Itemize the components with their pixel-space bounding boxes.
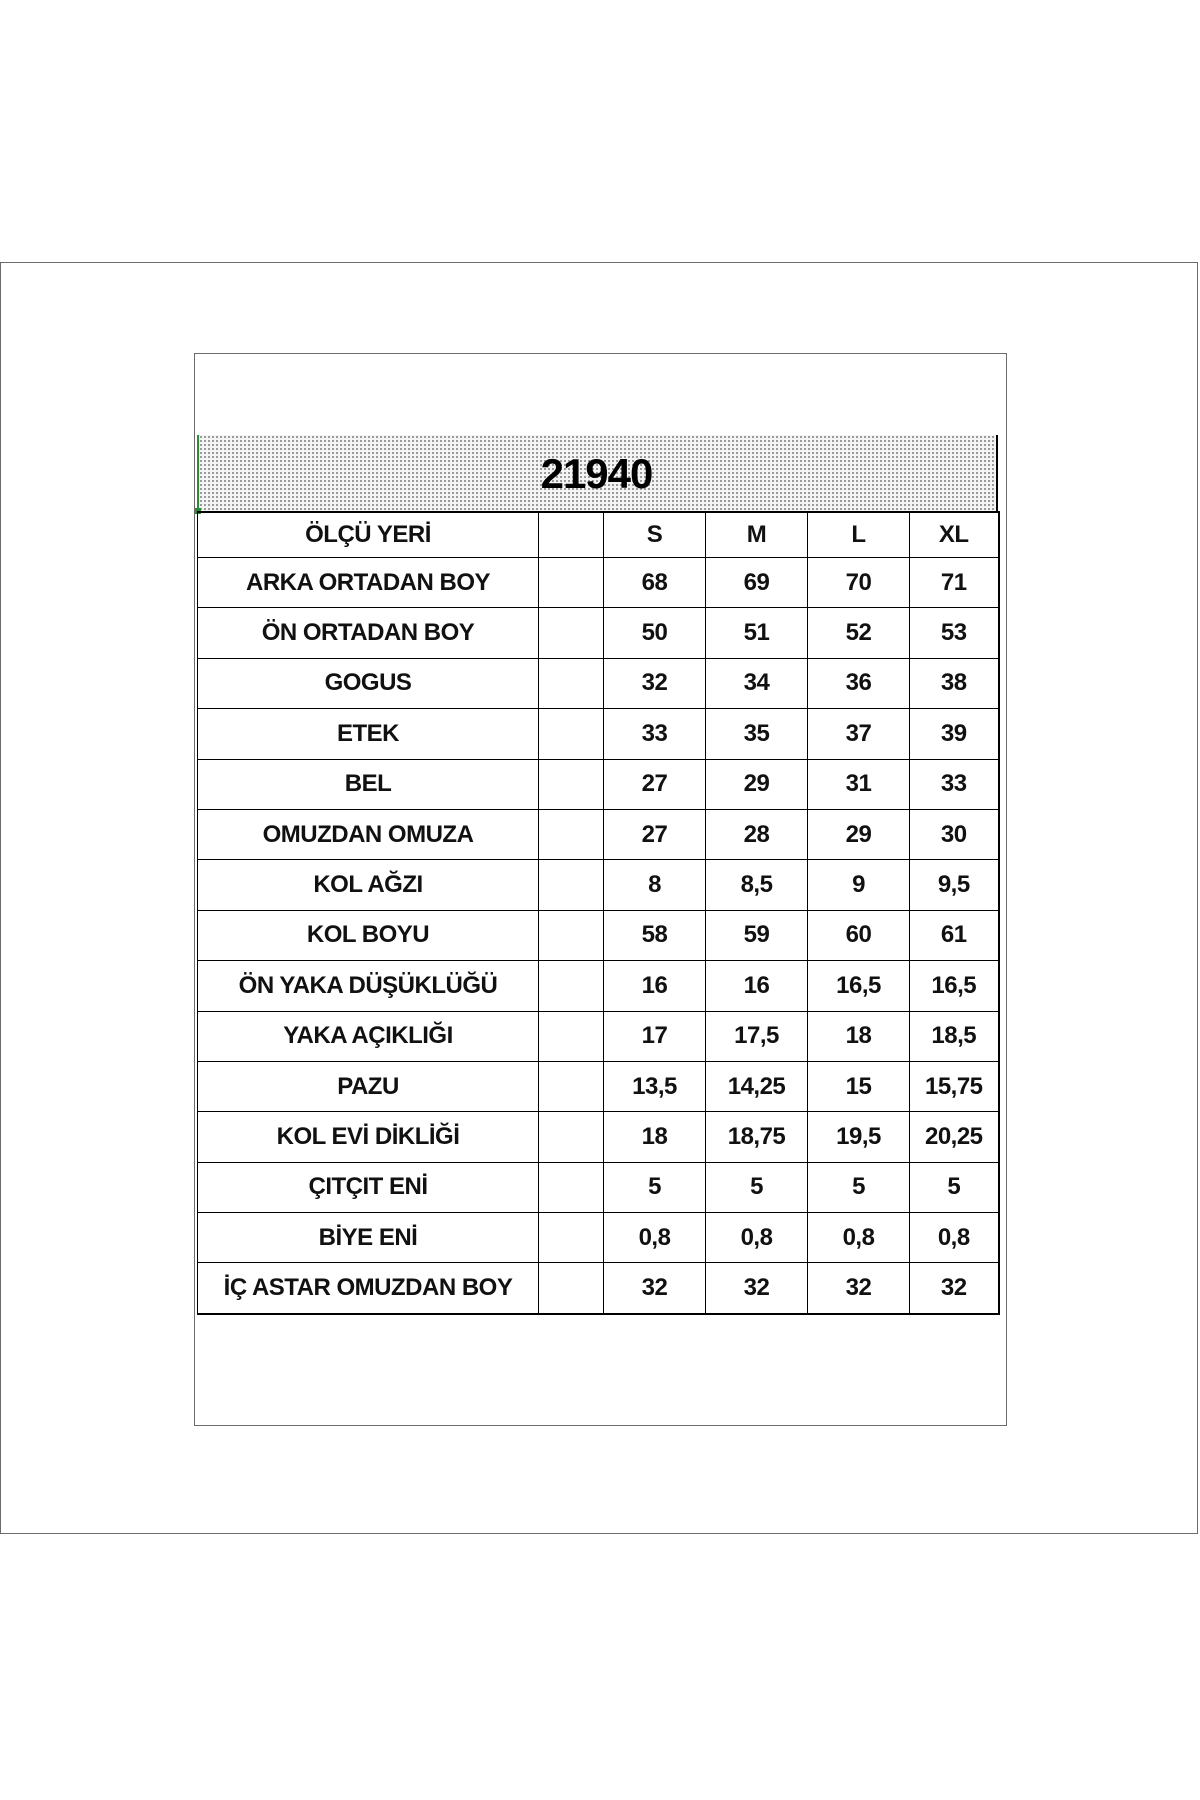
row-blank-cell	[539, 1263, 604, 1314]
row-value-cell: 71	[910, 558, 999, 608]
table-row	[198, 1263, 999, 1314]
header-label: ÖLÇÜ YERİ	[198, 512, 539, 558]
row-value-cell: 8	[604, 860, 706, 910]
row-value-cell: 27	[604, 809, 706, 859]
row-value-cell: 32	[808, 1263, 910, 1314]
row-label: YAKA AÇIKLIĞI	[198, 1011, 539, 1061]
row-value-cell: 60	[808, 910, 910, 960]
row-value-cell: 52	[808, 608, 910, 658]
row-value-cell: 16,5	[910, 961, 999, 1011]
row-value-cell: 18	[604, 1112, 706, 1162]
row-value-cell: 69	[706, 558, 808, 608]
table-row	[198, 1011, 999, 1061]
row-label: BİYE ENİ	[198, 1213, 539, 1263]
row-blank-cell	[539, 809, 604, 859]
table-row	[198, 709, 999, 759]
size-chart-table	[197, 511, 1000, 1315]
row-label: ÖN YAKA DÜŞÜKLÜĞÜ	[198, 961, 539, 1011]
row-value-cell: 32	[706, 1263, 808, 1314]
row-value-cell: 8,5	[706, 860, 808, 910]
row-label: GOGUS	[198, 658, 539, 708]
row-value-cell: 16	[706, 961, 808, 1011]
table-row	[198, 860, 999, 910]
row-value-cell: 9,5	[910, 860, 999, 910]
table-row	[198, 1061, 999, 1111]
row-label: ARKA ORTADAN BOY	[198, 558, 539, 608]
table-row	[198, 1213, 999, 1263]
row-value-cell: 28	[706, 809, 808, 859]
row-value-cell: 51	[706, 608, 808, 658]
table-row	[198, 558, 999, 608]
row-value-cell: 31	[808, 759, 910, 809]
row-label: KOL BOYU	[198, 910, 539, 960]
row-label: OMUZDAN OMUZA	[198, 809, 539, 859]
row-value-cell: 33	[910, 759, 999, 809]
row-value-cell: 0,8	[808, 1213, 910, 1263]
row-value-cell: 9	[808, 860, 910, 910]
row-value-cell: 59	[706, 910, 808, 960]
row-value-cell: 58	[604, 910, 706, 960]
model-number-title: 21940	[540, 449, 653, 497]
row-value-cell: 18,5	[910, 1011, 999, 1061]
table-row	[198, 608, 999, 658]
row-value-cell: 35	[706, 709, 808, 759]
row-blank-cell	[539, 709, 604, 759]
row-value-cell: 17,5	[706, 1011, 808, 1061]
row-value-cell: 70	[808, 558, 910, 608]
row-value-cell: 0,8	[706, 1213, 808, 1263]
row-value-cell: 0,8	[604, 1213, 706, 1263]
table-row	[198, 910, 999, 960]
row-value-cell: 15,75	[910, 1061, 999, 1111]
row-value-cell: 38	[910, 658, 999, 708]
row-label: PAZU	[198, 1061, 539, 1111]
table-row	[198, 658, 999, 708]
row-value-cell: 0,8	[910, 1213, 999, 1263]
row-value-cell: 5	[604, 1162, 706, 1212]
row-value-cell: 68	[604, 558, 706, 608]
table-row	[198, 759, 999, 809]
row-value-cell: 61	[910, 910, 999, 960]
row-blank-cell	[539, 860, 604, 910]
header-row	[198, 512, 999, 558]
header-size-l: L	[808, 512, 910, 558]
row-label: ÇITÇIT ENİ	[198, 1162, 539, 1212]
row-blank-cell	[539, 658, 604, 708]
table-row	[198, 809, 999, 859]
table-row	[198, 1162, 999, 1212]
row-value-cell: 32	[604, 1263, 706, 1314]
row-value-cell: 14,25	[706, 1061, 808, 1111]
row-label: İÇ ASTAR OMUZDAN BOY	[198, 1263, 539, 1314]
row-value-cell: 16,5	[808, 961, 910, 1011]
row-value-cell: 20,25	[910, 1112, 999, 1162]
row-blank-cell	[539, 1112, 604, 1162]
row-blank-cell	[539, 1061, 604, 1111]
row-value-cell: 19,5	[808, 1112, 910, 1162]
row-label: ETEK	[198, 709, 539, 759]
row-blank-cell	[539, 1011, 604, 1061]
row-value-cell: 5	[706, 1162, 808, 1212]
title-band	[197, 435, 998, 512]
row-value-cell: 5	[910, 1162, 999, 1212]
table-row	[198, 1112, 999, 1162]
row-blank-cell	[539, 608, 604, 658]
row-value-cell: 53	[910, 608, 999, 658]
row-label: KOL AĞZI	[198, 860, 539, 910]
row-value-cell: 17	[604, 1011, 706, 1061]
row-label: BEL	[198, 759, 539, 809]
row-value-cell: 34	[706, 658, 808, 708]
row-value-cell: 18,75	[706, 1112, 808, 1162]
row-value-cell: 29	[808, 809, 910, 859]
row-label: ÖN ORTADAN BOY	[198, 608, 539, 658]
row-value-cell: 50	[604, 608, 706, 658]
row-value-cell: 13,5	[604, 1061, 706, 1111]
row-value-cell: 32	[910, 1263, 999, 1314]
row-value-cell: 32	[604, 658, 706, 708]
row-value-cell: 36	[808, 658, 910, 708]
row-value-cell: 18	[808, 1011, 910, 1061]
row-blank-cell	[539, 910, 604, 960]
row-value-cell: 37	[808, 709, 910, 759]
row-blank-cell	[539, 961, 604, 1011]
header-size-m: M	[706, 512, 808, 558]
table-row	[198, 961, 999, 1011]
header-size-s: S	[604, 512, 706, 558]
row-value-cell: 5	[808, 1162, 910, 1212]
header-blank	[539, 512, 604, 558]
row-blank-cell	[539, 558, 604, 608]
row-value-cell: 33	[604, 709, 706, 759]
header-size-xl: XL	[910, 512, 999, 558]
row-value-cell: 39	[910, 709, 999, 759]
row-blank-cell	[539, 759, 604, 809]
row-value-cell: 29	[706, 759, 808, 809]
row-value-cell: 16	[604, 961, 706, 1011]
row-value-cell: 27	[604, 759, 706, 809]
row-blank-cell	[539, 1162, 604, 1212]
row-value-cell: 15	[808, 1061, 910, 1111]
row-blank-cell	[539, 1213, 604, 1263]
row-value-cell: 30	[910, 809, 999, 859]
row-label: KOL EVİ DİKLİĞİ	[198, 1112, 539, 1162]
